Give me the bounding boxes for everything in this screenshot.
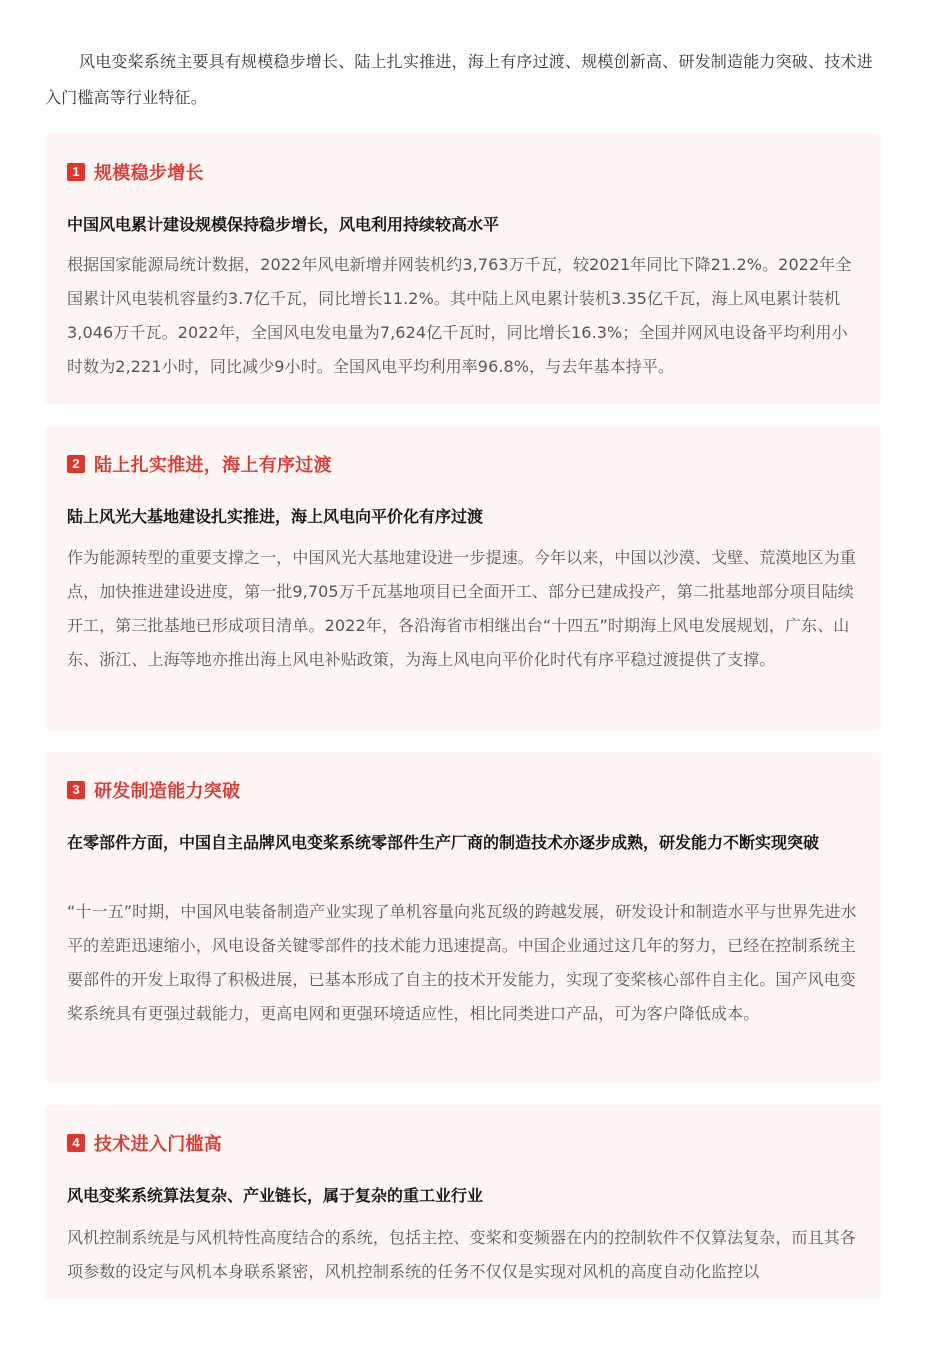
section-number-badge: 2 bbox=[67, 455, 85, 473]
section-body: “十一五”时期，中国风电装备制造产业实现了单机容量向兆瓦级的跨越发展，研发设计和制造水平与世界先进水平的差距迅速缩小，风电设备关键零部件的技术能力迅速提高。中国企业通过这几年的努力，已经在控制系统主要部件的开发上取得了积极进展，已基本形成了自主的技术开发能力，实现了变桨核心部件自主化。国产风电变桨系统具有更强过载能力，更高电网和更强环境适应性，相比同类进口产品，可为客户降低成本。 bbox=[67, 902, 857, 1023]
section-number-badge: 4 bbox=[67, 1134, 85, 1152]
section-header bbox=[67, 452, 332, 476]
section-title: 技术进入门槛高 bbox=[94, 1134, 223, 1155]
section-subtitle: 陆上风光大基地建设扎实推进，海上风电向平价化有序过渡 bbox=[67, 507, 484, 526]
section-card-4 bbox=[45, 1105, 881, 1299]
section-body: 作为能源转型的重要支撑之一，中国风光大基地建设进一步提速。今年以来，中国以沙漠、戈壁、荒漠地区为重点，加快推进建设进度，第一批9,705万千瓦基地项目已全面开工、部分已建成投产，第二批基地部分项目陆续开工，第三批基地已形成项目清单。2022年，各沿海省市相继出台“十四五”时期海上风电发展规划，广东、山东、浙江、上海等地亦推出海上风电补贴政策，为海上风电向平价化时代有序平稳过渡提供了支撑。 bbox=[67, 548, 856, 669]
section-number-badge: 3 bbox=[67, 781, 85, 799]
section-header bbox=[67, 1131, 222, 1155]
section-title: 陆上扎实推进，海上有序过渡 bbox=[94, 455, 332, 476]
section-subtitle: 中国风电累计建设规模保持稳步增长，风电利用持续较高水平 bbox=[67, 215, 500, 234]
section-subtitle: 风电变桨系统算法复杂、产业链长，属于复杂的重工业行业 bbox=[67, 1186, 484, 1205]
section-card-1 bbox=[45, 134, 881, 404]
section-subtitle: 在零部件方面，中国自主品牌风电变桨系统零部件生产厂商的制造技术亦逐步成熟，研发能力不断实现突破 bbox=[67, 833, 820, 852]
section-title: 研发制造能力突破 bbox=[94, 781, 241, 802]
section-header bbox=[67, 160, 204, 184]
section-header bbox=[67, 778, 240, 802]
section-body: 根据国家能源局统计数据，2022年风电新增并网装机约3,763万千瓦，较2021年同比下降21.2%。2022年全国累计风电装机容量约3.7亿千瓦，同比增长11.2%。其中陆上风电累计装机3.35亿千瓦，海上风电累计装机3,046万千瓦。2022年，全国风电发电量为7,624亿千瓦时，同比增长16.3%；全国并网风电设备平均利用小时数为2,221小时，同比减少9小时。全国风电平均利用率96.8%，与去年基本持平。 bbox=[67, 255, 852, 376]
section-number-badge: 1 bbox=[67, 163, 85, 181]
intro-paragraph: 风电变桨系统主要具有规模稳步增长、陆上扎实推进，海上有序过渡、规模创新高、研发制造能力突破、技术进入门槛高等行业特征。 bbox=[45, 52, 873, 107]
section-body: 风机控制系统是与风机特性高度结合的系统，包括主控、变桨和变频器在内的控制软件不仅算法复杂，而且其各项参数的设定与风机本身联系紧密，风机控制系统的任务不仅仅是实现对风机的高度自动化监控以 bbox=[67, 1228, 856, 1281]
section-title: 规模稳步增长 bbox=[94, 163, 204, 184]
section-card-3 bbox=[45, 752, 881, 1082]
section-card-2 bbox=[45, 426, 881, 730]
